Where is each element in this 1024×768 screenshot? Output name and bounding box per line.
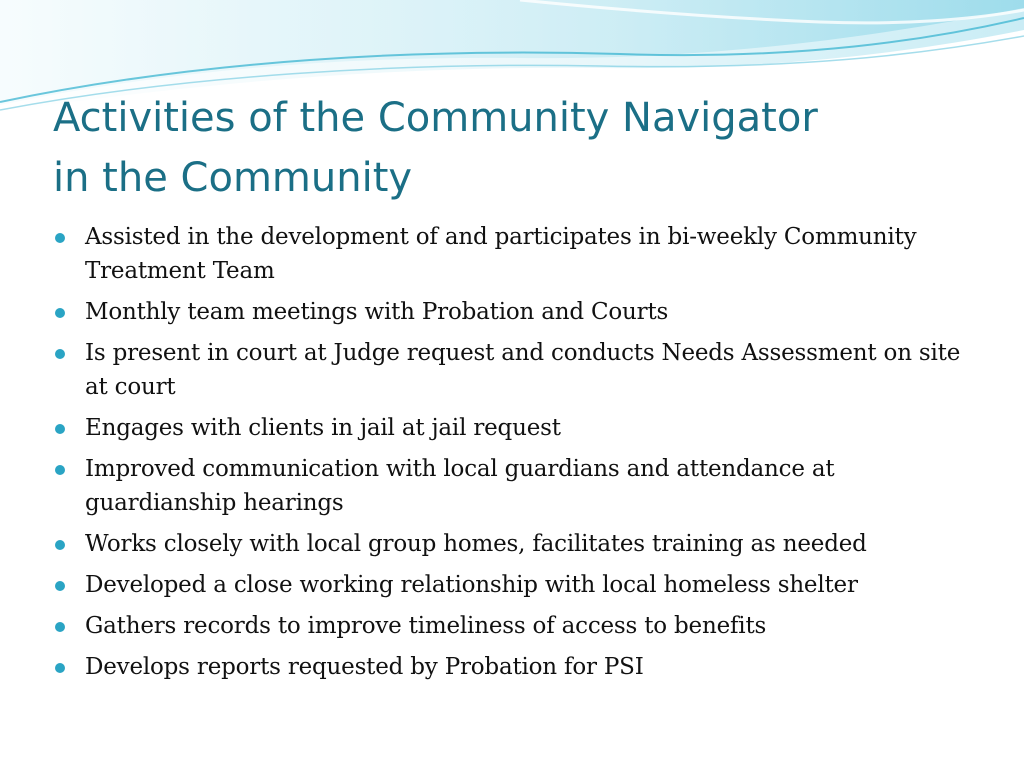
bullet-text: Improved communication with local guardians and attendance at guardianship hearings — [85, 456, 835, 516]
bullet-item — [0, 336, 1024, 404]
slide-title — [53, 88, 993, 208]
bullet-text: Gathers records to improve timeliness of access to benefits — [85, 613, 767, 639]
bullet-text: Assisted in the development of and participates in bi-weekly Community Treatment Team — [85, 224, 917, 284]
bullet-item — [0, 411, 1024, 445]
bullet-item — [0, 527, 1024, 561]
bullet-text: Monthly team meetings with Probation and Courts — [85, 299, 669, 325]
bullet-dot-icon — [55, 349, 65, 359]
bullet-dot-icon — [55, 424, 65, 434]
bullet-dot-icon — [55, 540, 65, 550]
bullet-dot-icon — [55, 465, 65, 475]
slide-title-line-2: in the Community — [53, 155, 413, 201]
slide-title-line-1: Activities of the Community Navigator — [53, 95, 818, 141]
bullet-list — [0, 220, 1024, 691]
bullet-item — [0, 609, 1024, 643]
bullet-item — [0, 650, 1024, 684]
bullet-dot-icon — [55, 233, 65, 243]
bullet-text: Is present in court at Judge request and conducts Needs Assessment on site at court — [85, 340, 961, 400]
bullet-item — [0, 568, 1024, 602]
bullet-item — [0, 452, 1024, 520]
bullet-text: Works closely with local group homes, facilitates training as needed — [85, 531, 867, 557]
bullet-dot-icon — [55, 308, 65, 318]
bullet-dot-icon — [55, 663, 65, 673]
bullet-text: Develops reports requested by Probation for PSI — [85, 654, 644, 680]
bullet-dot-icon — [55, 581, 65, 591]
bullet-text: Developed a close working relationship with local homeless shelter — [85, 572, 858, 598]
bullet-item — [0, 220, 1024, 288]
bullet-item — [0, 295, 1024, 329]
bullet-text: Engages with clients in jail at jail request — [85, 415, 561, 441]
bullet-dot-icon — [55, 622, 65, 632]
